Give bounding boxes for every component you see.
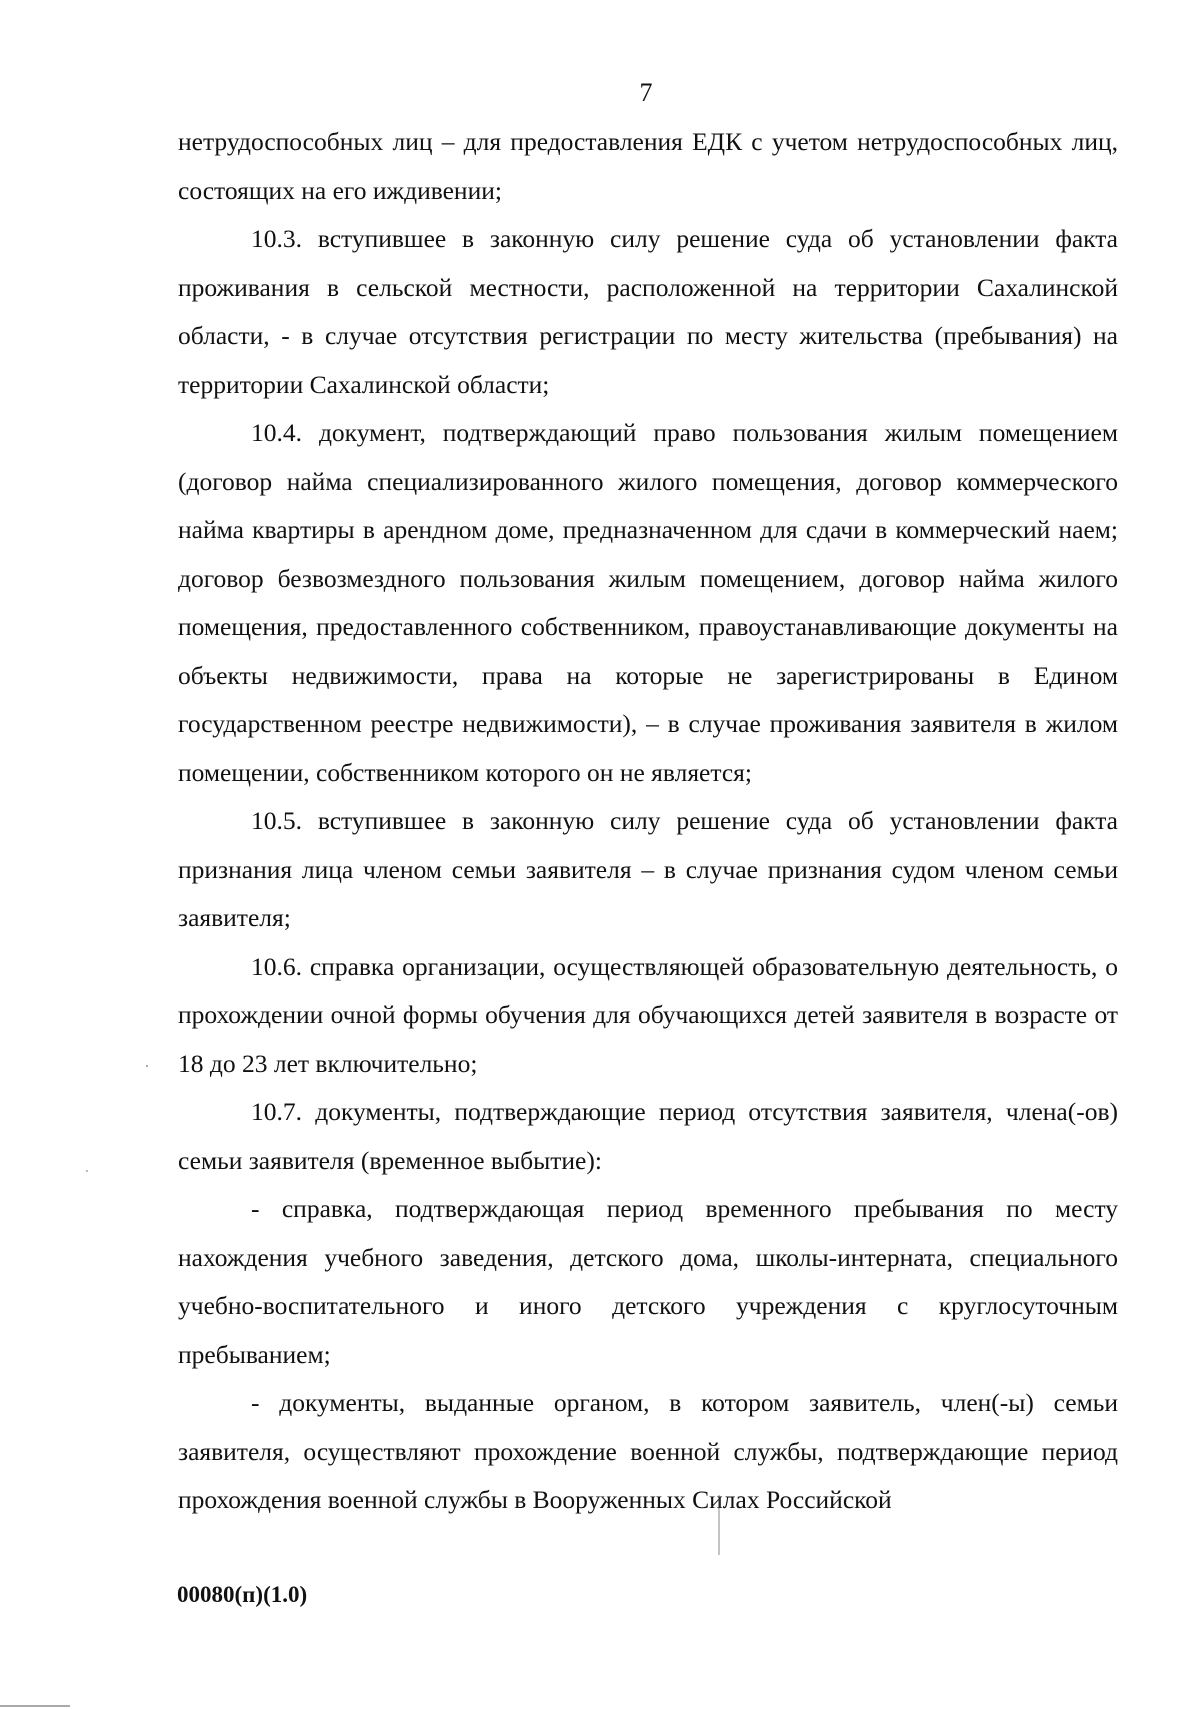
paragraph-10-3: 10.3. вступившее в законную силу решение суда об установлении факта проживания в сельской местности, расположенной на территории Сахалинской области, - в случае отсутствия регистрации по месту жительства (пребывания) на территории Сахалинской области; xyxy=(178,224,1118,399)
page-number: 7 xyxy=(639,78,653,107)
paragraph-10-6: 10.6. справка организации, осуществляющей образовательную деятельность, о прохождении очной формы обучения для обучающихся детей заявителя в возрасте от 18 до 23 лет включительно; xyxy=(178,951,1118,1078)
scan-artifact-dot xyxy=(718,1495,720,1555)
paragraph-10-7: 10.7. документы, подтверждающие период отсутствия заявителя, члена(-ов) семьи заявителя (временное выбытие): xyxy=(178,1097,1118,1175)
scan-artifact-dot xyxy=(146,1065,148,1067)
scan-artifact-line xyxy=(0,1705,70,1707)
list-item-school-certificate: - справка, подтверждающая период временного пребывания по месту нахождения учебного заведения, детского дома, школы-интерната, специального учебно-воспитательного и иного детского учреждения с круглосуточным пребыванием; xyxy=(178,1194,1118,1369)
document-code: 00080(п)(1.0) xyxy=(177,1582,308,1607)
document-body xyxy=(178,118,1118,1525)
paragraph-continuation: нетрудоспособных лиц – для предоставления ЕДК с учетом нетрудоспособных лиц, состоящих на его иждивении; xyxy=(178,127,1118,205)
paragraph-10-5: 10.5. вступившее в законную силу решение суда об установлении факта признания лица членом семьи заявителя – в случае признания судом членом семьи заявителя; xyxy=(178,806,1118,932)
scan-artifact-dot xyxy=(86,1170,88,1172)
list-item-military-documents: - документы, выданные органом, в котором заявитель, член(-ы) семьи заявителя, осуществляют прохождение военной службы, подтверждающие период прохождения военной службы в Вооруженных Силах Российской xyxy=(178,1388,1118,1514)
paragraph-10-4: 10.4. документ, подтверждающий право пользования жилым помещением (договор найма специализированного жилого помещения, договор коммерческого найма квартиры в арендном доме, предназначенном для сдачи в коммерческий наем; договор безвозмездного пользования жилым помещением, договор найма жилого помещения, предоставленного собственником, правоустанавливающие документы на объекты недвижимости, права на которые не зарегистрированы в Едином государственном реестре недвижимости), – в случае проживания заявителя в жилом помещении, собственником которого он не является; xyxy=(178,418,1118,787)
